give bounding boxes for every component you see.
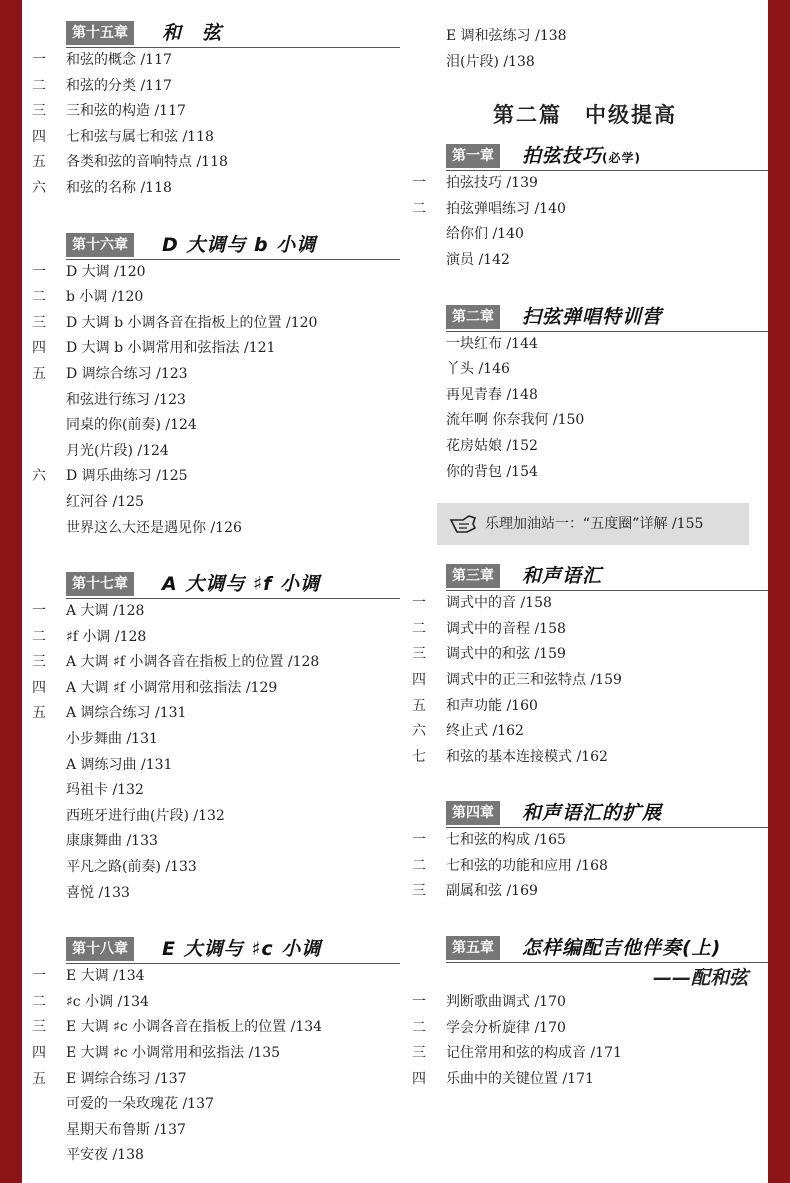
entry-title: 和弦的基本连接模式 /162 bbox=[446, 748, 608, 765]
toc-entry bbox=[402, 222, 768, 248]
entry-number: 五 bbox=[412, 697, 426, 714]
entry-title: 世界这么大还是遇见你 /126 bbox=[66, 519, 242, 536]
toc-entry bbox=[402, 694, 768, 720]
toc-entry bbox=[402, 745, 768, 771]
entry-title: ♯f 小调 /128 bbox=[66, 628, 147, 645]
toc-entry bbox=[22, 260, 400, 286]
entry-number: 二 bbox=[32, 77, 46, 94]
toc-entry bbox=[22, 625, 400, 651]
chapter-number-tag: 第四章 bbox=[446, 801, 500, 825]
entry-title: 七和弦的构成 /165 bbox=[446, 832, 566, 849]
toc-entry bbox=[402, 24, 768, 50]
entry-number: 一 bbox=[412, 832, 426, 849]
entry-title: A 调综合练习 /131 bbox=[66, 705, 187, 722]
entry-number: 四 bbox=[32, 679, 46, 696]
entry-title: 各类和弦的音响特点 /118 bbox=[66, 154, 228, 171]
entry-title: 可爱的一朵玫瑰花 /137 bbox=[66, 1096, 214, 1113]
entry-title: 调式中的和弦 /159 bbox=[446, 646, 566, 663]
entry-title: D 大调 /120 bbox=[66, 263, 146, 280]
chapter-number-tag: 第十七章 bbox=[66, 572, 134, 596]
toc-entry bbox=[22, 176, 400, 202]
entry-title: 给你们 /140 bbox=[446, 226, 524, 243]
toc-entry bbox=[22, 650, 400, 676]
toc-entry bbox=[22, 388, 400, 414]
toc-entry bbox=[22, 804, 400, 830]
entry-title: 学会分析旋律 /170 bbox=[446, 1019, 566, 1036]
entry-number: 四 bbox=[412, 1070, 426, 1087]
chapter-title: D 大调与 b 小调 bbox=[162, 233, 317, 256]
entry-number: 三 bbox=[32, 314, 46, 331]
toc-entry bbox=[402, 719, 768, 745]
toc-entry bbox=[402, 1016, 768, 1042]
entry-title: 判断歌曲调式 /170 bbox=[446, 994, 566, 1011]
entry-title: 小步舞曲 /131 bbox=[66, 731, 158, 748]
chapter-number-tag: 第一章 bbox=[446, 144, 500, 168]
chapter-entries bbox=[402, 591, 768, 770]
entry-number: 二 bbox=[412, 1019, 426, 1036]
entry-title: D 调综合练习 /123 bbox=[66, 365, 188, 382]
chapter-title: 和声语汇的扩展 bbox=[522, 802, 663, 825]
entry-title: 喜悦 /133 bbox=[66, 884, 130, 901]
entry-title: 和弦的概念 /117 bbox=[66, 52, 172, 68]
toc-entry bbox=[22, 964, 400, 990]
toc-entry bbox=[22, 516, 400, 542]
entry-number: 三 bbox=[32, 103, 46, 120]
toc-page bbox=[22, 0, 768, 1183]
toc-entry bbox=[402, 854, 768, 880]
chapter-entries bbox=[22, 260, 400, 542]
chapter-header bbox=[66, 571, 400, 599]
entry-number: 五 bbox=[32, 1070, 46, 1087]
chapter-entries bbox=[402, 828, 768, 905]
entry-title: A 大调 ♯f 小调常用和弦指法 /129 bbox=[66, 679, 278, 696]
toc-entry bbox=[402, 879, 768, 905]
entry-number: 四 bbox=[412, 671, 426, 688]
toc-entry bbox=[22, 125, 400, 151]
entry-number: 三 bbox=[412, 1045, 426, 1062]
toc-entry bbox=[22, 1067, 400, 1093]
chapter-title: 扫弦弹唱特训营 bbox=[522, 305, 663, 328]
entry-title: 副属和弦 /169 bbox=[446, 883, 538, 900]
entry-title: 调式中的音程 /158 bbox=[446, 620, 566, 637]
entry-title: 月光(片段) /124 bbox=[66, 442, 169, 459]
entry-title: E 大调 /134 bbox=[66, 968, 145, 985]
toc-entry bbox=[22, 599, 400, 625]
entry-number: 二 bbox=[32, 628, 46, 645]
chapter-number-tag: 第三章 bbox=[446, 564, 500, 588]
toc-entry bbox=[22, 1041, 400, 1067]
entry-title: 康康舞曲 /133 bbox=[66, 833, 158, 850]
entry-number: 五 bbox=[32, 365, 46, 382]
entry-number: 二 bbox=[32, 289, 46, 306]
toc-entry bbox=[22, 990, 400, 1016]
entry-title: 乐曲中的关键位置 /171 bbox=[446, 1070, 594, 1087]
entry-title: 拍弦技巧 /139 bbox=[446, 175, 538, 192]
entry-title: A 大调 ♯f 小调各音在指板上的位置 /128 bbox=[66, 654, 320, 671]
entry-number: 二 bbox=[32, 993, 46, 1010]
chapter-entries bbox=[22, 599, 400, 906]
chapter-subtitle: ——配和弦 bbox=[652, 967, 748, 990]
entry-title: 一块红布 /144 bbox=[446, 335, 538, 352]
toc-entry bbox=[22, 48, 400, 74]
chapter-entries bbox=[22, 48, 400, 202]
toc-entry bbox=[402, 383, 768, 409]
entry-title: D 调乐曲练习 /125 bbox=[66, 468, 188, 485]
entry-title: 红河谷 /125 bbox=[66, 493, 144, 510]
entry-title: 星期天布鲁斯 /137 bbox=[66, 1121, 186, 1138]
toc-entry bbox=[402, 990, 768, 1016]
chapter-header bbox=[446, 304, 768, 332]
toc-entry bbox=[22, 1143, 400, 1169]
toc-entry bbox=[22, 676, 400, 702]
entry-number: 一 bbox=[32, 52, 46, 68]
entry-number: 二 bbox=[412, 200, 426, 217]
chapter-entries bbox=[402, 171, 768, 273]
music-theory-tip-box bbox=[437, 503, 749, 545]
toc-entry bbox=[22, 150, 400, 176]
entry-title: A 调练习曲 /131 bbox=[66, 756, 173, 773]
entry-title: 和弦进行练习 /123 bbox=[66, 391, 186, 408]
entry-number: 三 bbox=[412, 646, 426, 663]
entry-title: 平安夜 /138 bbox=[66, 1147, 144, 1164]
entry-title: 七和弦的功能和应用 /168 bbox=[446, 857, 608, 874]
toc-entry bbox=[402, 460, 768, 486]
chapter-title: E 大调与 ♯c 小调 bbox=[162, 938, 322, 961]
entry-title: 七和弦与属七和弦 /118 bbox=[66, 128, 214, 145]
toc-entry bbox=[22, 311, 400, 337]
entry-title: 西班牙进行曲(片段) /132 bbox=[66, 807, 225, 824]
chapter-number-tag: 第二章 bbox=[446, 305, 500, 329]
entry-title: 泪(片段) /138 bbox=[446, 53, 535, 70]
entry-title: 记住常用和弦的构成音 /171 bbox=[446, 1045, 622, 1062]
chapter-header bbox=[66, 20, 400, 48]
chapter-entries bbox=[22, 964, 400, 1169]
chapter-title: 怎样编配吉他伴奏(上) bbox=[522, 937, 722, 960]
entry-number: 五 bbox=[32, 154, 46, 171]
entry-number: 一 bbox=[32, 968, 46, 985]
toc-entry bbox=[402, 434, 768, 460]
entry-title: 再见青春 /148 bbox=[446, 386, 538, 403]
entry-title: E 调综合练习 /137 bbox=[66, 1070, 187, 1087]
entry-title: D 大调 b 小调各音在指板上的位置 /120 bbox=[66, 314, 318, 331]
entry-title: 你的背包 /154 bbox=[446, 463, 538, 480]
entry-number: 四 bbox=[32, 128, 46, 145]
toc-entry bbox=[22, 439, 400, 465]
entry-title: D 大调 b 小调常用和弦指法 /121 bbox=[66, 340, 276, 357]
entry-title: ♯c 小调 /134 bbox=[66, 993, 149, 1010]
toc-entry bbox=[22, 778, 400, 804]
toc-entry bbox=[402, 248, 768, 274]
entry-title: 调式中的正三和弦特点 /159 bbox=[446, 671, 622, 688]
entry-title: 调式中的音 /158 bbox=[446, 595, 552, 612]
entry-title: 演员 /142 bbox=[446, 251, 510, 268]
continued-entries bbox=[402, 24, 768, 75]
chapter-number-tag: 第十五章 bbox=[66, 21, 134, 45]
toc-entry bbox=[402, 171, 768, 197]
chapter-header bbox=[66, 936, 400, 964]
toc-entry bbox=[22, 413, 400, 439]
entry-title: E 大调 ♯c 小调各音在指板上的位置 /134 bbox=[66, 1019, 323, 1036]
toc-entry bbox=[402, 50, 768, 76]
entry-title: E 大调 ♯c 小调常用和弦指法 /135 bbox=[66, 1045, 281, 1061]
toc-entry bbox=[22, 1015, 400, 1041]
chapter-number-tag: 第十六章 bbox=[66, 233, 134, 257]
entry-number: 四 bbox=[32, 340, 46, 357]
toc-entry bbox=[22, 336, 400, 362]
entry-number: 二 bbox=[412, 620, 426, 637]
entry-number: 六 bbox=[32, 179, 46, 196]
entry-title: 拍弦弹唱练习 /140 bbox=[446, 200, 566, 217]
toc-entry bbox=[402, 197, 768, 223]
entry-number: 六 bbox=[412, 723, 426, 740]
entry-number: 一 bbox=[412, 595, 426, 612]
chapter-title-note: (必学) bbox=[602, 151, 641, 166]
toc-entry bbox=[22, 855, 400, 881]
entry-title: b 小调 /120 bbox=[66, 289, 144, 306]
chapter-header bbox=[66, 232, 400, 260]
entry-number: 二 bbox=[412, 857, 426, 874]
entry-title: 三和弦的构造 /117 bbox=[66, 103, 186, 120]
entry-number: 一 bbox=[32, 603, 46, 620]
entry-number: 三 bbox=[32, 654, 46, 671]
entry-number: 一 bbox=[412, 994, 426, 1011]
chapter-header bbox=[446, 563, 768, 591]
toc-entry bbox=[22, 74, 400, 100]
chapter-header bbox=[446, 935, 768, 963]
entry-title: 花房姑娘 /152 bbox=[446, 437, 538, 454]
entry-title: 玛祖卡 /132 bbox=[66, 782, 144, 799]
toc-entry bbox=[22, 753, 400, 779]
entry-number: 一 bbox=[412, 175, 426, 192]
tip-page-number: /155 bbox=[671, 516, 704, 533]
entry-title: E 调和弦练习 /138 bbox=[446, 28, 567, 44]
toc-entry bbox=[22, 829, 400, 855]
entry-title: 和声功能 /160 bbox=[446, 697, 538, 714]
entry-title: 平凡之路(前奏) /133 bbox=[66, 859, 197, 876]
chapter-entries bbox=[402, 990, 768, 1092]
entry-title: A 大调 /128 bbox=[66, 603, 145, 620]
entry-number: 四 bbox=[32, 1045, 46, 1061]
entry-title: 和弦的名称 /118 bbox=[66, 179, 172, 196]
chapter-number-tag: 第五章 bbox=[446, 936, 500, 960]
chapter-title: 和 弦 bbox=[162, 22, 223, 44]
entry-title: 和弦的分类 /117 bbox=[66, 77, 172, 94]
toc-entry bbox=[402, 1041, 768, 1067]
chapter-number-tag: 第十八章 bbox=[66, 937, 134, 961]
toc-entry bbox=[402, 828, 768, 854]
toc-entry bbox=[402, 332, 768, 358]
toc-entry bbox=[22, 1092, 400, 1118]
chapter-title: A 大调与 ♯f 小调 bbox=[162, 573, 321, 596]
entry-title: 终止式 /162 bbox=[446, 723, 524, 740]
chapter-title bbox=[522, 143, 641, 169]
chapter-header bbox=[446, 800, 768, 828]
entry-number: 三 bbox=[412, 883, 426, 900]
entry-number: 五 bbox=[32, 705, 46, 722]
toc-entry bbox=[22, 464, 400, 490]
entry-title: 同桌的你(前奏) /124 bbox=[66, 417, 197, 434]
toc-left-column bbox=[22, 0, 400, 1169]
chapter-title: 和声语汇 bbox=[522, 565, 603, 588]
toc-entry bbox=[22, 285, 400, 311]
toc-entry bbox=[22, 701, 400, 727]
toc-entry bbox=[22, 881, 400, 907]
chapter-title-text: 拍弦技巧 bbox=[522, 145, 603, 168]
tip-label-row bbox=[485, 503, 703, 545]
toc-entry bbox=[22, 362, 400, 388]
toc-entry bbox=[402, 642, 768, 668]
toc-entry bbox=[402, 357, 768, 383]
pointing-hand-icon bbox=[449, 514, 477, 534]
toc-entry bbox=[22, 1118, 400, 1144]
toc-entry bbox=[402, 591, 768, 617]
toc-entry bbox=[22, 490, 400, 516]
entry-number: 七 bbox=[412, 748, 426, 765]
toc-entry bbox=[402, 1067, 768, 1093]
entry-number: 三 bbox=[32, 1019, 46, 1036]
chapter-header bbox=[446, 143, 768, 171]
entry-number: 六 bbox=[32, 468, 46, 485]
toc-entry bbox=[402, 408, 768, 434]
entry-title: 流年啊 你奈我何 /150 bbox=[446, 412, 585, 429]
toc-entry bbox=[402, 617, 768, 643]
toc-entry bbox=[22, 99, 400, 125]
entry-title: 丫头 /146 bbox=[446, 361, 510, 378]
toc-entry bbox=[402, 668, 768, 694]
part-title: 第二篇 中级提高 bbox=[493, 103, 677, 128]
toc-right-column bbox=[402, 0, 768, 1092]
entry-number: 一 bbox=[32, 263, 46, 280]
toc-entry bbox=[22, 727, 400, 753]
chapter-entries bbox=[402, 332, 768, 486]
tip-label: 乐理加油站一：“五度圈”详解 bbox=[485, 516, 668, 533]
